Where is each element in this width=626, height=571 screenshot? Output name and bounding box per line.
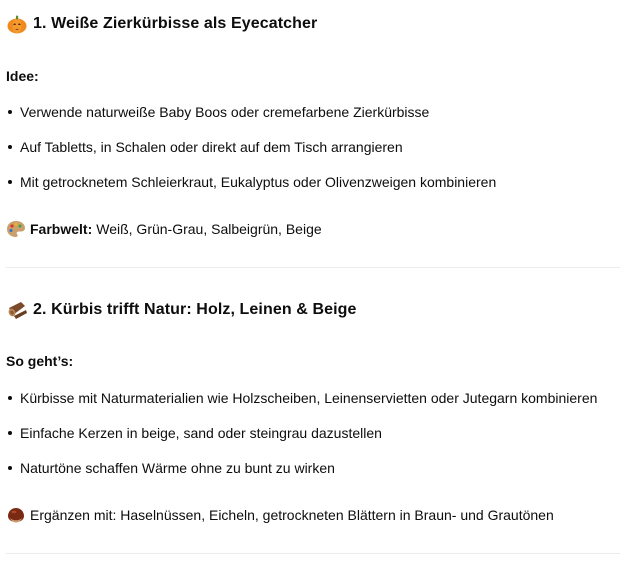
list-item xyxy=(6,425,382,441)
list-item xyxy=(6,390,597,406)
bullet-dot xyxy=(8,180,12,184)
list-item-text: Einfache Kerzen in beige, sand oder steingrau dazustellen xyxy=(20,425,382,441)
bullet-dot xyxy=(8,110,12,114)
section1-heading xyxy=(6,13,317,35)
section1-label: Idee: xyxy=(6,68,39,84)
section2-title: 2. Kürbis trifft Natur: Holz, Leinen & Beige xyxy=(33,301,357,318)
section-divider xyxy=(6,267,620,268)
list-item-text: Verwende naturweiße Baby Boos oder cremefarbene Zierkürbisse xyxy=(20,104,430,120)
section1-note xyxy=(6,220,322,238)
bullet-dot xyxy=(8,145,12,149)
section-divider xyxy=(6,553,620,554)
section2-note xyxy=(6,506,554,524)
list-item xyxy=(6,104,429,120)
chestnut-icon xyxy=(6,506,26,524)
section2-label: So geht’s: xyxy=(6,353,74,369)
section1-note-text: Weiß, Grün-Grau, Salbeigrün, Beige xyxy=(96,221,322,237)
list-item-text: Kürbisse mit Naturmaterialien wie Holzscheiben, Leinenservietten oder Jutegarn kombinieren xyxy=(20,390,598,406)
palette-icon xyxy=(6,220,26,238)
pumpkin-icon xyxy=(6,13,28,35)
section2-note-text: Ergänzen mit: Haselnüssen, Eicheln, getrockneten Blättern in Braun- und Grautönen xyxy=(30,507,554,523)
list-item-text: Naturtöne schaffen Wärme ohne zu bunt zu wirken xyxy=(20,460,335,476)
list-item xyxy=(6,460,335,476)
bullet-dot xyxy=(8,396,12,400)
list-item-text: Auf Tabletts, in Schalen oder direkt auf dem Tisch arrangieren xyxy=(20,139,403,155)
wood-log-icon xyxy=(6,299,28,321)
bullet-dot xyxy=(8,466,12,470)
list-item-text: Mit getrocknetem Schleierkraut, Eukalyptus oder Olivenzweigen kombinieren xyxy=(20,174,497,190)
section1-note-label: Farbwelt: xyxy=(30,221,93,237)
bullet-dot xyxy=(8,431,12,435)
section2-heading xyxy=(6,299,357,321)
list-item xyxy=(6,139,403,155)
list-item xyxy=(6,174,496,190)
section1-title: 1. Weiße Zierkürbisse als Eyecatcher xyxy=(33,15,318,32)
